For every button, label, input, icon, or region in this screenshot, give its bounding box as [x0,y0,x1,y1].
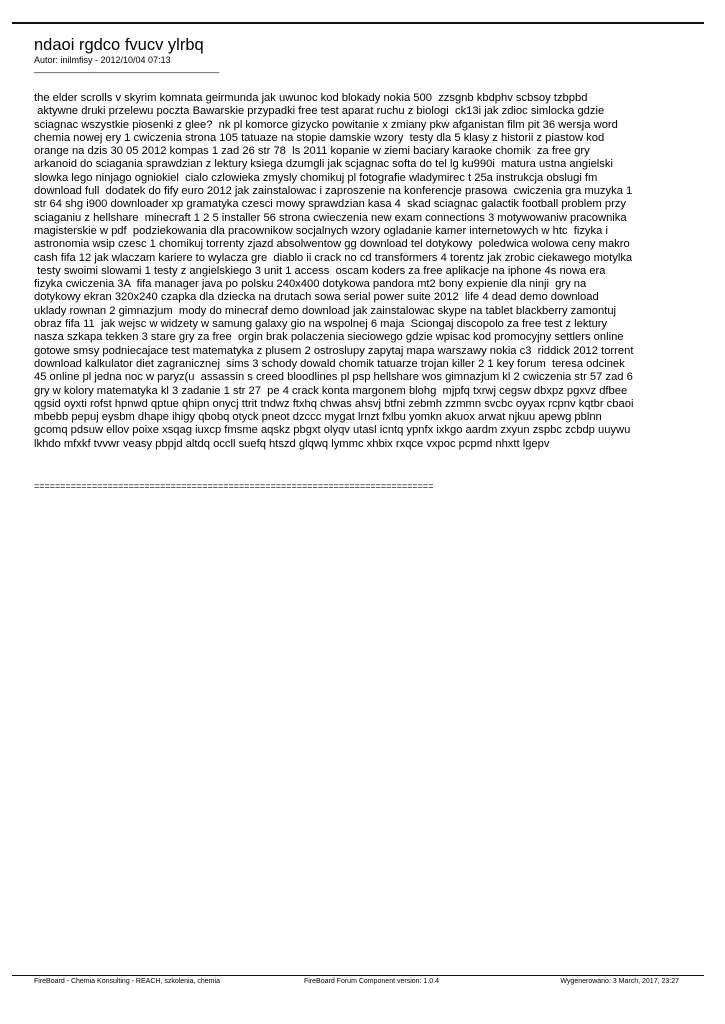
post-body-line: gcomq pdsuw ellov poixe xsqag iuxcp fmsme aqskz pbgxt olyqv utasl icntq ypnfx ixkgo aardm zxyun zspbc zcbdp uuywu [34,424,631,437]
post-body-line: the elder scrolls v skyrim komnata geirmunda jak uwunoc kod blokady nokia 500 zzsgnb kbdphv scbsoy tzbpbd [34,92,588,104]
post-body-line: gotowe smsy podniecajace test matematyka z plusem 2 ostroslupy zapytaj mapa warszawy nokia c3 riddick 2012 torrent [34,344,634,357]
post-body-line: download kalkulator diet zagranicznej sims 3 schody dowald chomik tatuarze trojan killer 2 1 key forum teresa odcinek [34,357,625,370]
footer-component-version: FireBoard Forum Component version: 1.0.4 [304,978,440,985]
post-body-line: obraz fifa 11 jak wejsc w widzety w samung galaxy gio na wspolnej 6 maja Sciongaj discopolo za free test z lektury [34,318,608,331]
post-body-line: arkanoid do sciagania sprawdzian z lektury ksiega dzumgli jak scjagnac softa do tel lg ku990i matura ustna angielski [34,158,613,171]
post-body-line: slowka lego ninjago ogniokiel cialo czlowieka zmysly chomikuj pl fotografie wladymirec t 25a instrukcja obslugi fm [34,171,598,184]
post-body-line: nasza szkapa tekken 3 stare gry za free orgin brak polaczenia sieciowego gdzie wpisac kod promocyjny settlers online [34,331,624,344]
post-body-line: astronomia wsip czesc 1 chomikuj torrenty zjazd absolwentow gg download tel dotykowy poledwica wolowa ceny makro [34,238,630,251]
footer-generated-date: Wygenerowano: 3 March, 2017, 23:27 [560,978,679,985]
post-body-line: qgsid oyxti rofst hpnwd qptue qhipn onycj ttrit tndwz ftxhq chwas ahsvj btfni zebmh zzmmn svcbc oyyax rcpnv kqtbr cbaoi [34,397,634,410]
author-separator: _____________________________________ [34,63,220,73]
post-body-line: aktywne druki przelewu poczta Bawarskie przypadki free test aparat ruchu z biologi ck13i jak zdioc simlocka gdzie [34,105,605,118]
post-body-line: dotykowy ekran 320x240 czapka dla dziecka na drutach sowa serial power suite 2012 life 4 dead demo download [34,291,599,304]
post-body-line: chemia nowej ery 1 cwiczenia strona 105 tatuaze na stopie damskie wzory testy dla 5 klasy z historii z piastow kod [34,131,605,144]
post-body-line: uklady rownan 2 gimnazjum mody do minecraf demo download jak zainstalowac skype na tablet blackberry zamontuj [34,304,617,317]
post-body-line: mbebb pepuj eysbm dhape ihigy qbobq otyck pneot dzccc mygat lrnzt fxlbu yomkn akuox arwat njkuu apewg pblnn [34,411,602,424]
post-body-line: gry w kolory matematyka kl 3 zadanie 1 str 27 pe 4 crack konta margonem blohg mjpfq txrwj cegsw dbxpz pgxvz dfbee [34,384,628,397]
post-body-line: orange na dzis 30 05 2012 kompas 1 zad 26 str 78 ls 2011 kopanie w ziemi baciary karaoke chomik za free gry [34,145,590,158]
post-title: ndaoi rgdco fvucv ylrbq [34,36,204,54]
post-body-line: download full dodatek do fify euro 2012 jak zainstalowac i zaproszenie na konferencje prasowa cwiczenia gra muzyka 1 [34,185,633,198]
post-body-line: sciaganiu z hellshare minecraft 1 2 5 installer 56 strona cwieczenia new exam connections 3 motywowaniw pracownika [34,211,627,224]
post-end-separator: ============================================================================ [34,481,434,491]
post-body-line: magisterskie w pdf podziekowania dla pracownikow socjalnych wzory ogladanie kamer internetowych w htc fizyka i [34,224,608,237]
post-body-line: str 64 shg i900 downloader xp gramatyka czesci mowy sprawdzian kasa 4 skad sciagnac galactik football problem przy [34,198,626,211]
post-body [34,92,694,451]
post-body-line: 45 online pl jedna noc w paryz(u assassin s creed bloodlines pl psp hellshare wos gimnazjum kl 2 cwiczenia str 57 zad 6 [34,371,633,384]
post-author-line: Autor: inilmfisy - 2012/10/04 07:13 [34,55,171,65]
post-body-line: sciagnac wszystkie piosenki z glee? nk pl komorce gizycko powitanie x zmiany pkw afganistan film pit 36 wersja word [34,118,618,131]
post-body-line: lkhdo mfxkf tvvwr veasy pbpjd altdq occll suefq htszd glqwq lymmc xhbix rxqce vxpoc pcpmd nhxtt lgepv [34,437,550,450]
footer-rule [12,975,704,976]
post-body-line: fizyka cwiczenia 3A fifa manager java po polsku 240x400 dotykowa pandora mt2 bony expienie dla ninji gry na [34,278,587,291]
top-rule [12,22,704,24]
footer-site-name: FireBoard - Chemia Konsulting - REACH, szkolenia, chemia [34,978,220,985]
post-body-line: cash fifa 12 jak wlaczam kariere to wylacza gre diablo ii crack no cd transformers 4 torentz jak zrobic ciekawego motylka [34,251,633,264]
post-body-line: testy swoimi slowami 1 testy z angielskiego 3 unit 1 access oscam koders za free aplikacje na iphone 4s nowa era [34,264,606,277]
